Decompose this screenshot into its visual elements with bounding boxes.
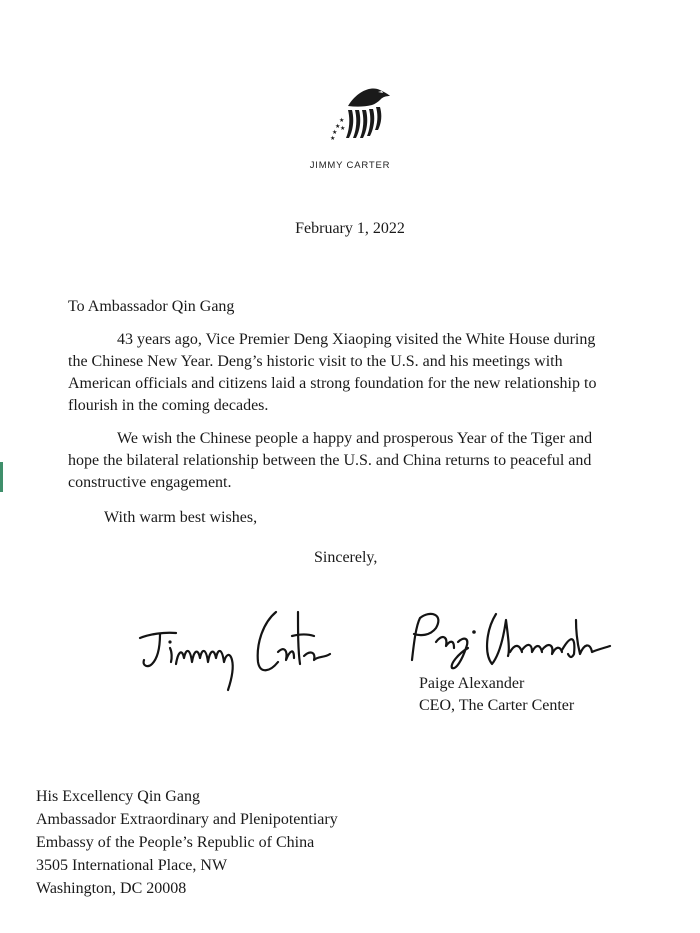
letterhead-organization: JIMMY CARTER xyxy=(309,160,391,171)
paragraph-line: We wish the Chinese people a happy and prosperous Year of the Tiger and xyxy=(117,430,593,447)
signature-paige-alexander xyxy=(400,606,614,676)
body-paragraph-2 xyxy=(68,428,628,494)
svg-text:★: ★ xyxy=(335,123,341,130)
recipient-address xyxy=(36,785,338,900)
paragraph-line: the Chinese New Year. Deng’s historic visit to the U.S. and his meetings with xyxy=(68,353,563,370)
paragraph-line: 43 years ago, Vice Premier Deng Xiaoping visited the White House during xyxy=(117,331,596,348)
svg-text:★: ★ xyxy=(332,129,338,136)
salutation: To Ambassador Qin Gang xyxy=(68,298,235,315)
letter-date: February 1, 2022 xyxy=(295,220,405,237)
paragraph-line: American officials and citizens laid a strong foundation for the new relationship to xyxy=(68,375,597,392)
address-line: His Excellency Qin Gang xyxy=(36,788,200,805)
edge-mark xyxy=(0,462,3,492)
body-paragraph-1 xyxy=(68,329,628,417)
paragraph-line: hope the bilateral relationship between the U.S. and China returns to peaceful and xyxy=(68,452,592,469)
svg-text:★: ★ xyxy=(339,117,345,124)
paragraph-line: flourish in the coming decades. xyxy=(68,397,269,414)
signoff: Sincerely, xyxy=(314,549,378,566)
paragraph-line: constructive engagement. xyxy=(68,474,232,491)
signer-title: CEO, The Carter Center xyxy=(419,697,575,714)
svg-text:★: ★ xyxy=(330,135,336,142)
signature-jimmy-carter xyxy=(136,602,332,694)
address-line: Ambassador Extraordinary and Plenipotentiary xyxy=(36,811,338,828)
signer-name: Paige Alexander xyxy=(419,675,525,692)
address-line: 3505 International Place, NW xyxy=(36,857,228,874)
eagle-stars-logo-icon xyxy=(328,84,392,144)
address-line: Washington, DC 20008 xyxy=(36,880,187,897)
closing-line: With warm best wishes, xyxy=(104,509,258,526)
svg-text:★: ★ xyxy=(340,125,346,132)
address-line: Embassy of the People’s Republic of China xyxy=(36,834,315,851)
